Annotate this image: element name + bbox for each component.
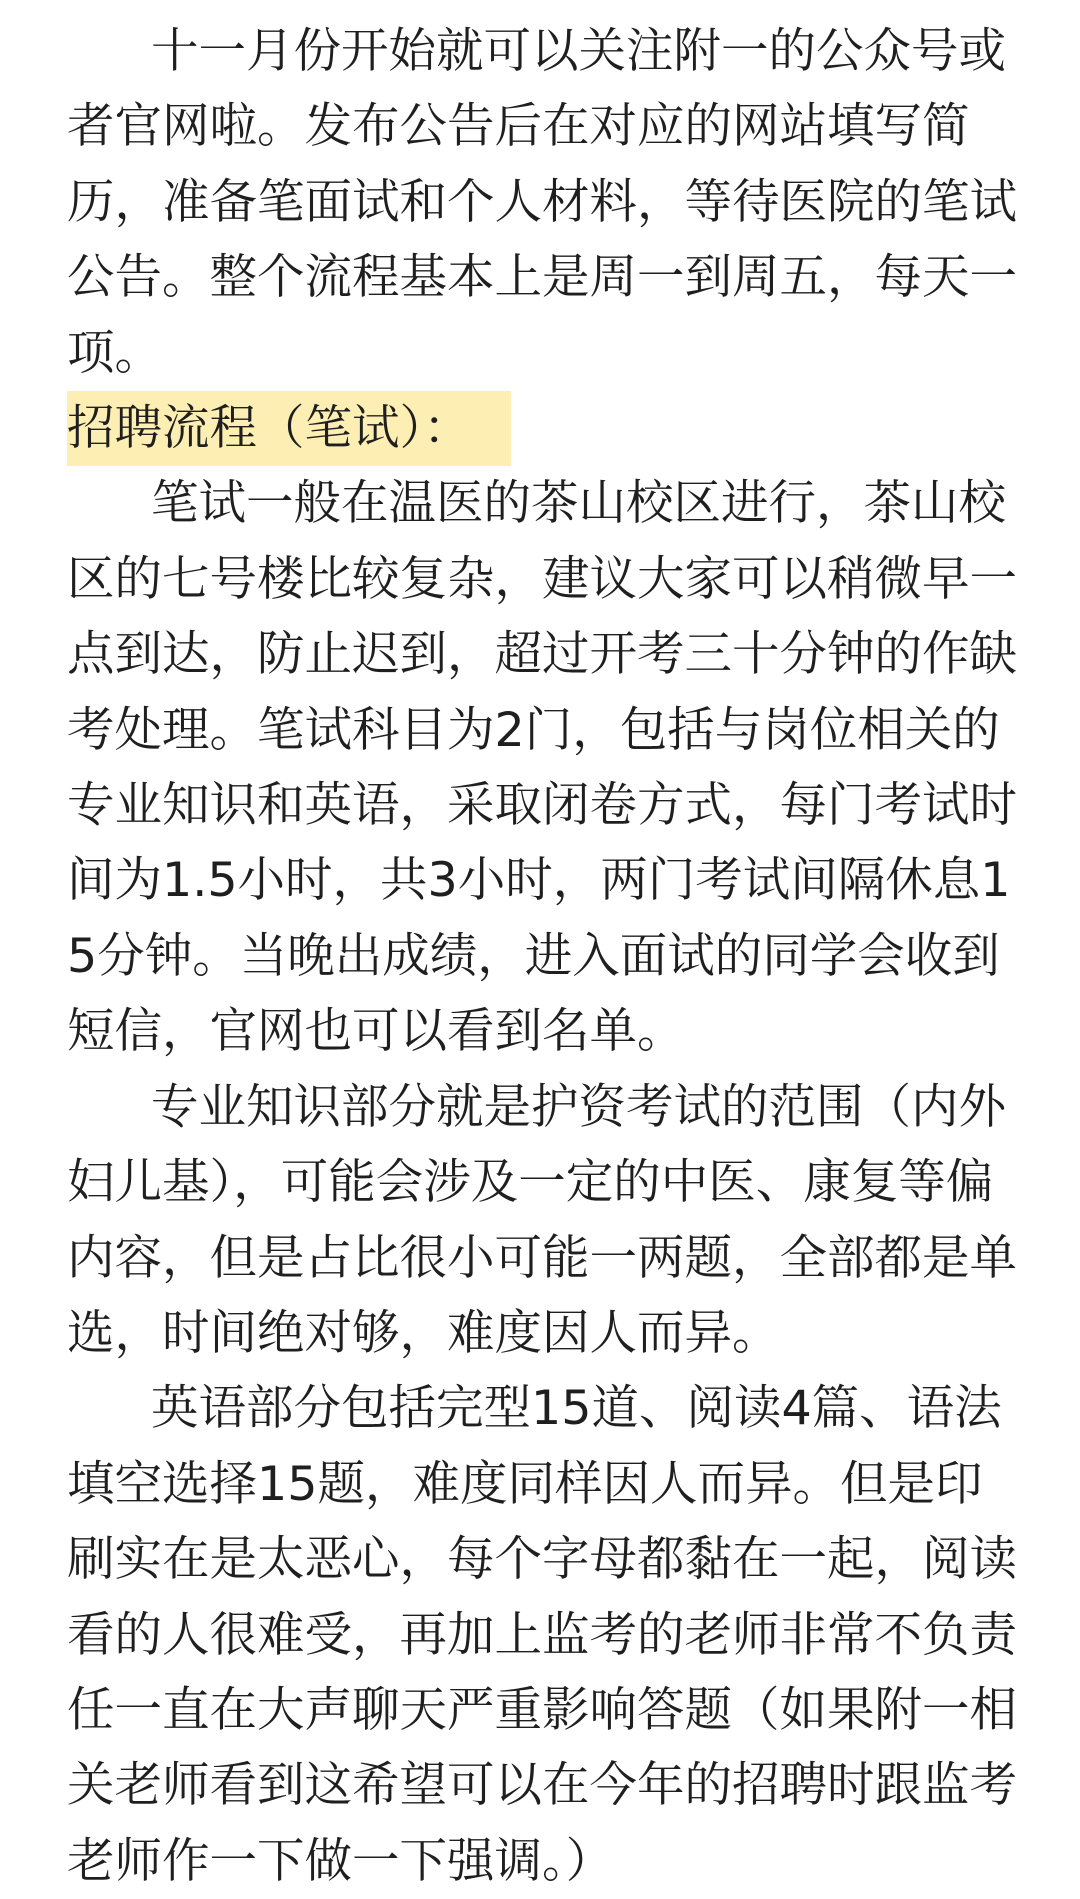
exam-location-paragraph: 笔试一般在温医的茶山校区进行，茶山校区的七号楼比较复杂，建议大家可以稍微早一点到达，防止迟到，超过开考三十分钟的作缺考处理。笔试科目为2门，包括与岗位相关的专业知识和英语，采取闭卷方式，每门考试时间为1.5小时，共3小时，两门考试间隔休息15分钟。当晚出成绩，进入面试的同学会收到短信，官网也可以看到名单。 bbox=[67, 476, 1017, 1060]
section-heading: 招聘流程（笔试）： bbox=[67, 391, 511, 466]
intro-paragraph: 十一月份开始就可以关注附一的公众号或者官网啦。发布公告后在对应的网站填写简历，准备笔面试和个人材料，等待医院的笔试公告。整个流程基本上是周一到周五，每天一项。 bbox=[67, 24, 1017, 381]
section-heading-row bbox=[67, 391, 1027, 466]
professional-knowledge-paragraph: 专业知识部分就是护资考试的范围（内外妇儿基），可能会涉及一定的中医、康复等偏内容，但是占比很小可能一两题，全部都是单选，时间绝对够，难度因人而异。 bbox=[67, 1079, 1017, 1361]
english-paragraph: 英语部分包括完型15道、阅读4篇、语法填空选择15题，难度同样因人而异。但是印刷实在是太恶心，每个字母都黏在一起，阅读看的人很难受，再加上监考的老师非常不负责任一直在大声聊天严重影响答题（如果附一相关老师看到这希望可以在今年的招聘时跟监考老师作一下做一下强调。） bbox=[67, 1381, 1017, 1889]
article-body bbox=[67, 14, 1027, 1899]
